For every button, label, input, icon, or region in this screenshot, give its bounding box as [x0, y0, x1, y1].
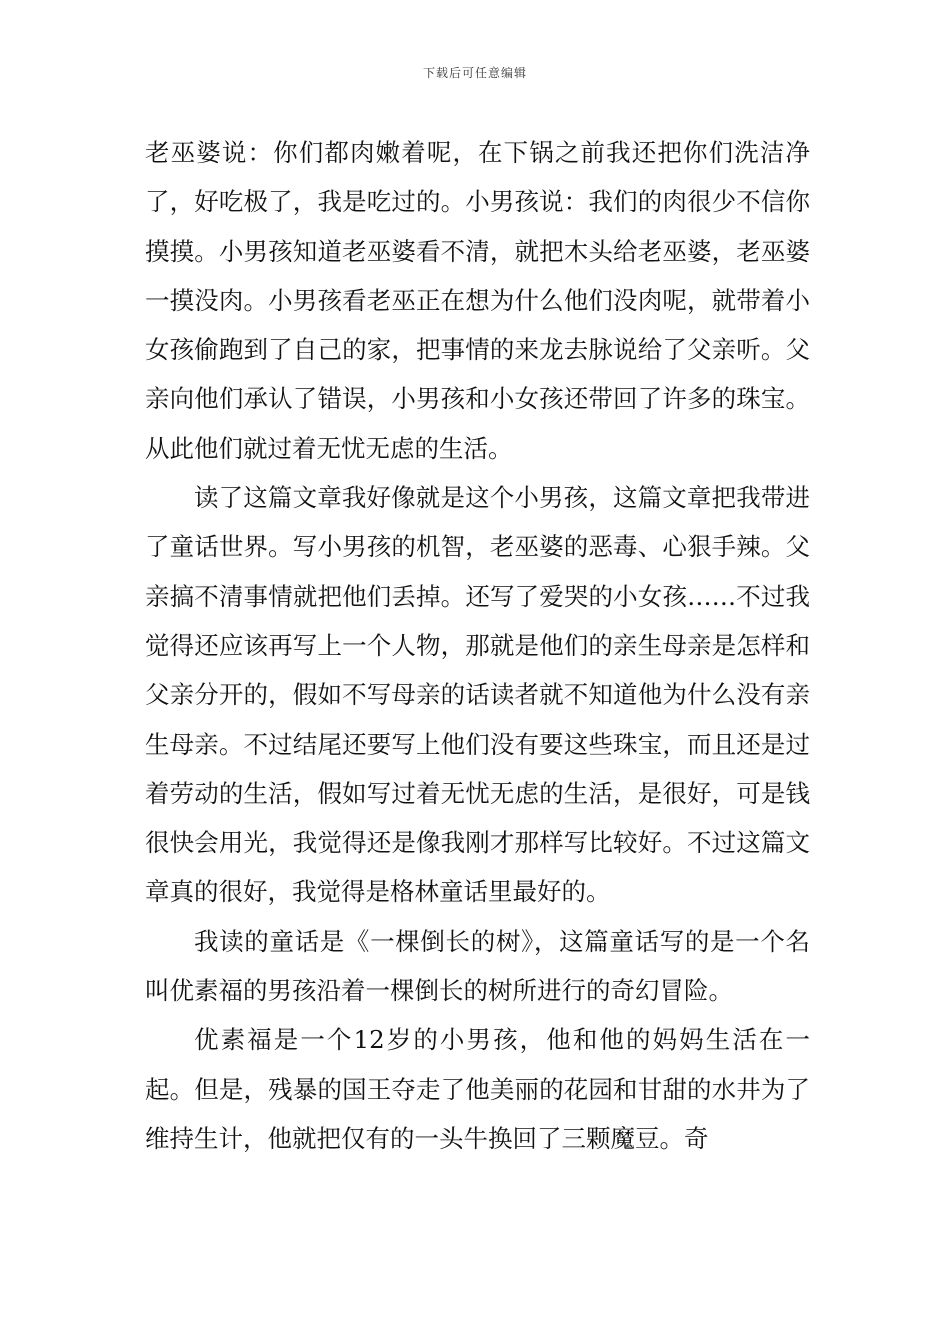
paragraph-3: 我读的童话是《一棵倒长的树》，这篇童话写的是一个名叫优素福的男孩沿着一棵倒长的树所进行的奇幻冒险。: [145, 926, 810, 1006]
paragraph-1: 老巫婆说：你们都肉嫩着呢，在下锅之前我还把你们洗洁净了，好吃极了，我是吃过的。小男孩说：我们的肉很少不信你摸摸。小男孩知道老巫婆看不清，就把木头给老巫婆，老巫婆一摸没肉。小男孩看老巫正在想为什么他们没肉呢，就带着小女孩偷跑到了自己的家，把事情的来龙去脉说给了父亲听。父亲向他们承认了错误，小男孩和小女孩还带回了许多的珠宝。从此他们就过着无忧无虑的生活。: [145, 138, 810, 463]
document-body: [145, 128, 810, 1163]
page-header: 下载后可任意编辑: [422, 66, 527, 80]
paragraph-4: 优素福是一个12岁的小男孩，他和他的妈妈生活在一起。但是，残暴的国王夺走了他美丽的花园和甘甜的水井为了维持生计，他就把仅有的一头牛换回了三颗魔豆。奇: [145, 1025, 810, 1153]
paragraph-2: 读了这篇文章我好像就是这个小男孩，这篇文章把我带进了童话世界。写小男孩的机智，老巫婆的恶毒、心狠手辣。父亲搞不清事情就把他们丢掉。还写了爱哭的小女孩……不过我觉得还应该再写上一个人物，那就是他们的亲生母亲是怎样和父亲分开的，假如不写母亲的话读者就不知道他为什么没有亲生母亲。不过结尾还要写上他们没有要这些珠宝，而且还是过着劳动的生活，假如写过着无忧无虑的生活，是很好，可是钱很快会用光，我觉得还是像我刚才那样写比较好。不过这篇文章真的很好，我觉得是格林童话里最好的。: [145, 483, 810, 907]
